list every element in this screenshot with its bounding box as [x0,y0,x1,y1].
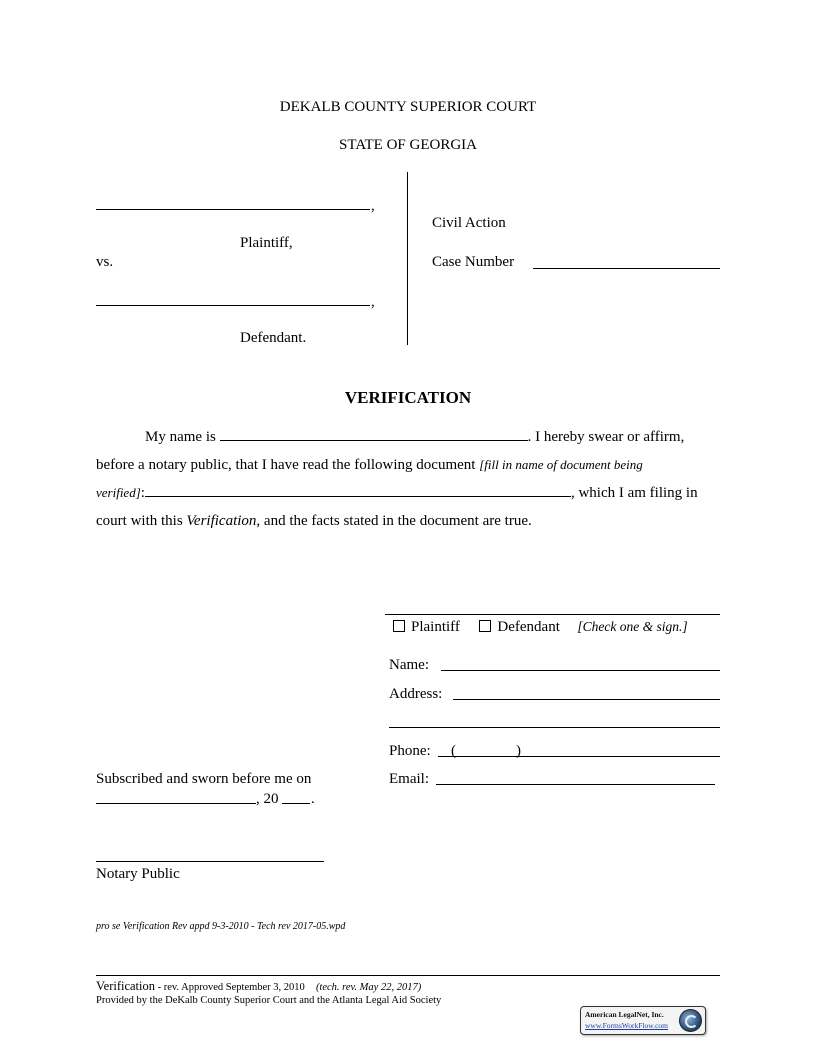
defendant-label: Defendant. [240,330,307,346]
footer-provided-by: Provided by the DeKalb County Superior Court and the Atlanta Legal Aid Society [96,995,442,1006]
date-period: . [311,791,315,807]
court-name: DEKALB COUNTY SUPERIOR COURT [279,99,537,115]
defendant-checkbox[interactable] [479,620,491,632]
plaintiff-label: Plaintiff, [240,235,293,251]
email-line[interactable] [436,784,715,785]
case-number-label: Case Number [432,254,515,270]
notary-signature-line[interactable] [96,861,324,862]
address-label: Address: [389,686,443,702]
phone-line[interactable] [438,756,720,757]
year-prefix: , 20 [256,791,279,807]
fill-in-instruction: [fill in name of document being [479,457,643,472]
state-name: STATE OF GEORGIA [339,137,477,153]
my-name-line[interactable] [220,426,528,441]
globe-icon [679,1009,702,1032]
plaintiff-checkbox[interactable] [393,620,405,632]
address-line-2[interactable] [389,727,720,728]
footer-rev-text: - rev. Approved September 3, 2010 [155,982,305,993]
logo-site-link[interactable]: www.FormsWorkFlow.com [585,1021,669,1030]
footer-doc-name: Verification [96,979,156,993]
sworn-text: Subscribed and sworn before me on [96,771,312,787]
defendant-comma: , [371,294,375,310]
defendant-name-line[interactable] [96,305,370,306]
phone-label: Phone: [389,743,431,759]
check-instruction: [Check one & sign.] [577,619,688,634]
name-line[interactable] [441,670,720,671]
case-number-line[interactable] [533,268,720,269]
filing-text: , which I am filing in [570,485,698,501]
email-label: Email: [389,771,429,787]
court-with-text: court with this [96,513,183,529]
notary-date-line[interactable] [96,803,256,804]
notary-year-line[interactable] [282,803,310,804]
swear-text: . I hereby swear or affirm, [527,429,685,445]
logo-company: American LegalNet, Inc. [585,1010,664,1019]
footer-revision [96,979,421,995]
phone-close-paren: ) [516,743,521,759]
plaintiff-option-label: Plaintiff [411,619,460,635]
civil-action-label: Civil Action [432,215,506,231]
body-line-4 [96,507,720,535]
notary-public-label: Notary Public [96,866,180,882]
body-line-2 [96,451,720,479]
facts-true-text: , and the facts stated in the document are true. [256,513,532,529]
document-name-line[interactable] [145,482,571,497]
caption-divider [407,172,408,345]
my-name-prefix: My name is [145,429,216,445]
document-title: VERIFICATION [344,388,472,407]
body-line-1 [96,423,720,451]
plaintiff-name-line[interactable] [96,209,370,210]
signature-line[interactable] [385,614,720,615]
phone-open-paren: ( [451,743,456,759]
verified-instruction: verified] [96,485,141,500]
party-checkbox-row [393,618,688,636]
plaintiff-comma: , [371,198,375,214]
verification-paragraph [96,423,720,535]
vs-label: vs. [96,254,114,270]
defendant-option-label: Defendant [497,619,560,635]
verification-italic: Verification [186,513,257,529]
americanlegalnet-logo[interactable] [580,1006,706,1035]
address-line-1[interactable] [453,699,720,700]
footer-tech-rev: (tech. rev. May 22, 2017) [315,982,422,993]
read-document-text: before a notary public, that I have read the following document [96,457,476,473]
name-label: Name: [389,657,429,673]
colon: : [140,485,145,501]
footer-rule [96,975,720,976]
form-id: pro se Verification Rev appd 9-3-2010 - Tech rev 2017-05.wpd [96,921,346,932]
body-line-3 [96,479,720,507]
